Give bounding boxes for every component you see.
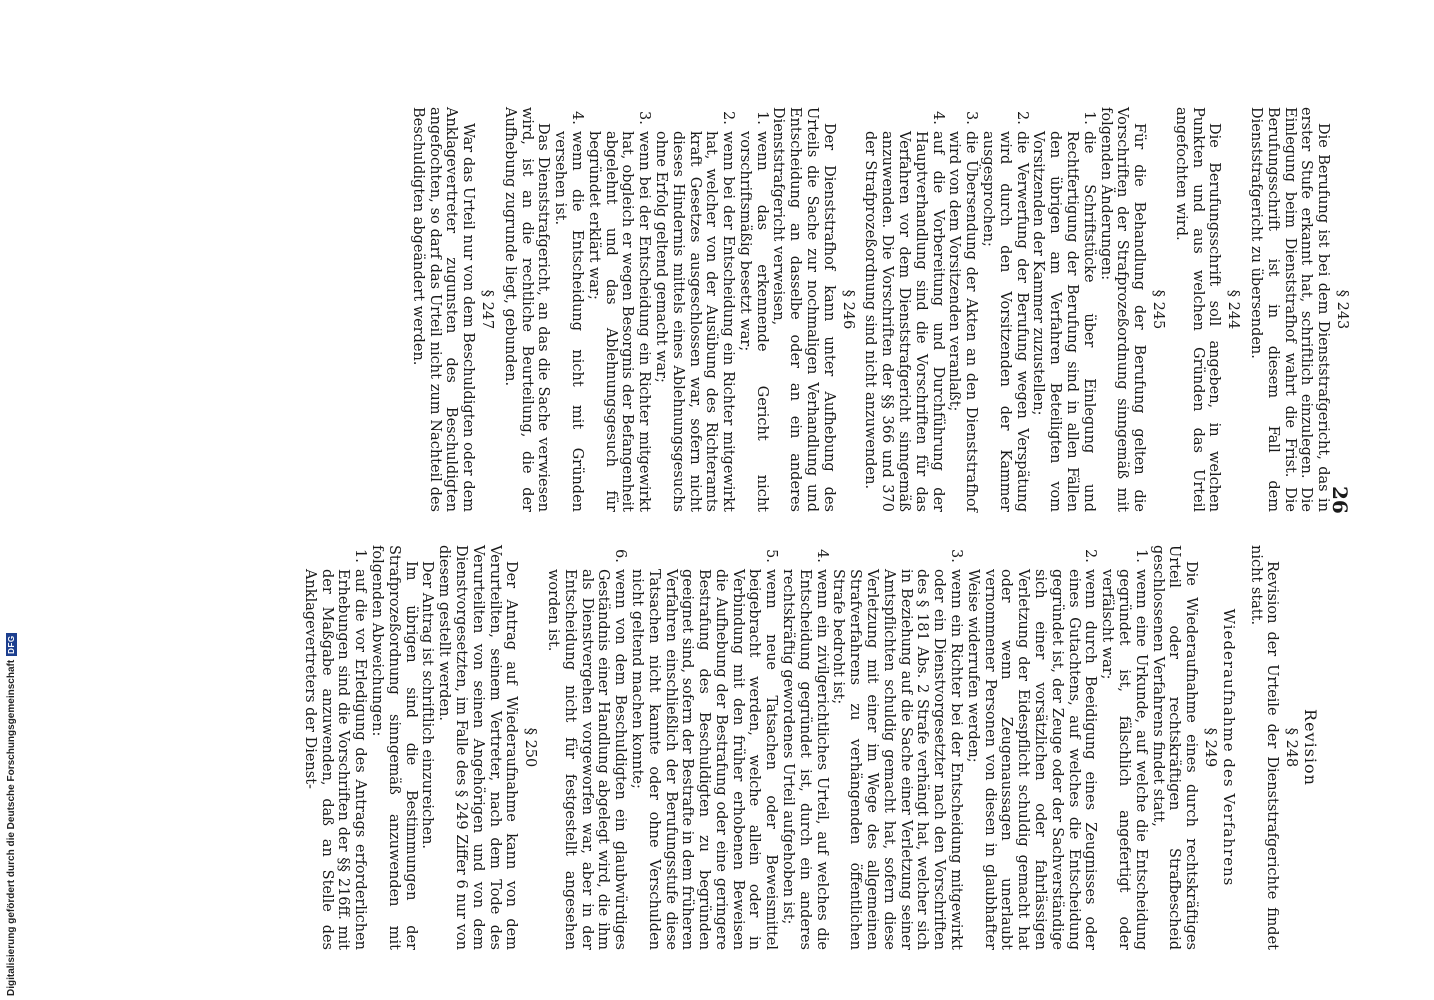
list-item [628, 545, 779, 950]
digitization-credit [4, 606, 18, 996]
list-item [862, 107, 946, 512]
list-item [830, 545, 964, 950]
section-heading-wiederaufnahme: Wiederaufnahme des Verfahrens [1219, 608, 1238, 887]
chapter-heading-revision: Revision [1301, 709, 1320, 786]
paragraph-number-245: § 245 [1150, 289, 1167, 330]
list-item-number: 3. [963, 111, 980, 125]
list-item [652, 107, 736, 512]
list-item-text: wenn das erkennende Gericht nicht vorschriftsmäßig besetzt war; [736, 131, 770, 512]
list-item-number: 6. [612, 549, 629, 563]
paragraph-number-243: § 243 [1334, 289, 1350, 330]
paragraph-245-intro: Für die Behandlung der Berufung gelten die Vorschriften der Strafprozeßordnung sinngemäß mit folgenden Änderungen: [1097, 107, 1148, 512]
right-column [301, 545, 1318, 950]
paragraph-248-text: Revision der Urteile der Dienststrafgerichte findet nicht statt. [1247, 545, 1281, 950]
list-item-number: 3. [636, 111, 653, 125]
paragraph-250-p2: Der Antrag ist schriftlich einzureichen. [419, 561, 436, 850]
list-item [585, 107, 652, 512]
list-item [964, 545, 1098, 950]
paragraph-246-intro: Der Dienststrafhof kann unter Aufhebung des Urteils die Sache zur nochmaligen Verhandlung und Entscheidung an dasselbe oder an ein anderes Dienststrafgericht verweisen, [770, 107, 837, 512]
paragraph-number-250: § 250 [522, 727, 539, 768]
paragraph-246-closing: Das Dienststrafgericht, an das die Sache verwiesen wird, ist an die rechtliche Beurteilung, die der Aufhebung zugrunde liegt, gebunden. [501, 107, 552, 512]
paragraph-243-text: Die Berufung ist bei dem Dienststrafgericht, das in erster Stufe erkannt hat, schriftlich einzulegen. Die Einlegung beim Dienststrafhof wahrt die Frist. Die Berufungsschrift ist in diesem Fall dem Dienststrafgericht zu übersenden. [1248, 107, 1332, 512]
paragraph-250-p3: Im übrigen sind die Bestimmungen der Strafprozeßordnung sinngemäß anzuwenden mit folgenden Abweichungen: [368, 545, 419, 950]
list-item-text: die Verwerfung der Berufung wegen Verspätung wird durch den Vorsitzenden der Kammer ausgesprochen; [980, 131, 1030, 512]
paragraph-249-list [544, 545, 1149, 950]
list-item-text: wenn neue Tatsachen oder Beweismittel beigebracht werden, welche allein oder in Verbindung mit den früher erhobenen Beweisen die Aufhebung der Bestrafung oder eine geringere Bestrafung des Beschuldigten zu begründen geeignet sind, sofern der Bestrafte in dem früheren Verfahren einschließlich der Berufungsstufe diese Tatsachen nicht kannte oder ohne Verschulden nicht geltend machen konnte; [628, 569, 780, 950]
page-number: 26 [1328, 486, 1352, 514]
list-item-number: 3. [948, 549, 965, 563]
list-item-number: 2. [1013, 111, 1030, 125]
paragraph-number-246: § 246 [839, 289, 856, 330]
list-item [736, 107, 770, 512]
paragraph-244-text: Die Berufungsschrift soll angeben, in welchen Punkten und aus welchen Gründen das Urteil angefochten wird. [1172, 107, 1223, 512]
list-item-text: die Schriftstücke über Einlegung und Rechtfertigung der Berufung sind in allen Fällen den übrigen am Verfahren Beteiligten vom Vorsitzenden der Kammer zuzustellen; [1030, 131, 1097, 512]
list-item-text: auf die vor Erledigung des Antrags erforderlichen Erhebungen sind die Vorschriften der §§ 216ff. mit der Maßgabe anzuwenden, daß an Stelle des Anklagevertreters der Dienst- [301, 569, 369, 950]
paragraph-number-249: § 249 [1202, 727, 1219, 768]
list-item-number: 1. [753, 111, 770, 125]
list-item-text: wenn bei der Entscheidung ein Richter mitgewirkt hat, welcher von der Ausübung des Richteramts kraft Gesetzes ausgeschlossen war, sofern nicht dieses Hindernis mittels eines Ablehnungsgesuchs ohne Erfolg geltend gemacht war; [652, 131, 737, 512]
list-item-text: wenn durch Beeidigung eines Zeugnisses oder eines Gutachtens, auf welches die Entscheidung gegründet ist, der Zeuge oder der Sachverständige sich einer vorsätzlichen oder fahrlässigen Verletzung der Eidespflicht schuldig gemacht hat oder wenn Zeugenaussagen unerlaubt vernommener Personen von diesen in glaubhafter Weise widerrufen werden; [964, 569, 1099, 950]
paragraph-246-list [551, 107, 769, 512]
list-item [779, 545, 829, 950]
paragraph-number-247: § 247 [478, 289, 495, 330]
list-item-number: 4. [813, 549, 830, 563]
list-item-number: 2. [720, 111, 737, 125]
list-item [544, 545, 628, 950]
list-item-text: auf die Vorbereitung und Durchführung der Hauptverhandlung sind die Vorschriften für das Verfahren vor dem Dienststrafgericht sinngemäß anzuwenden. Die Vorschriften der §§ 366 und 370 der Strafprozeßordnung sind nicht anzuwenden. [862, 131, 946, 512]
list-item-text: wenn von dem Beschuldigten ein glaubwürdiges Geständnis einer Handlung abgelegt wird, die ihm als Dienstvergehen vorgeworfen war, aber in der Entscheidung nicht für festgestellt angesehen worden ist. [544, 569, 629, 950]
paragraph-249-intro: Die Wiederaufnahme eines durch rechtskräftiges Urteil oder rechtskräftigen Strafbescheid geschlossenen Verfahrens findet statt, [1149, 545, 1200, 950]
list-item-text: wenn bei der Entscheidung ein Richter mitgewirkt hat, obgleich er wegen Besorgnis der Befangenheit abgelehnt und das Ablehnungsgesuch für begründet erklärt war; [585, 131, 653, 512]
left-column [409, 107, 1350, 512]
list-item [1030, 107, 1097, 512]
list-item-number: 4. [929, 111, 946, 125]
list-item-text: wenn die Entscheidung nicht mit Gründen versehen ist. [552, 131, 585, 512]
list-item [551, 107, 585, 512]
list-item-number: 2. [1082, 549, 1099, 563]
list-item [1098, 545, 1148, 950]
list-item-number: 1. [1132, 549, 1149, 563]
list-item-text: die Übersendung der Akten an den Dienststrafhof wird von dem Vorsitzenden veranlaßt; [946, 131, 980, 512]
paragraph-number-248: § 248 [1283, 727, 1300, 768]
paragraph-250-list [301, 545, 368, 950]
dfg-logo: DFG [6, 635, 16, 654]
paragraph-250-p1: Der Antrag auf Wiederaufnahme kann von dem Verurteilten, seinem Vertreter, nach dem Tode des Verurteilten von seinen Angehörigen und von dem Dienstvorgesetzten, im Falle des § 249 Ziffer 6 nur von diesem gestellt werden. [436, 545, 520, 950]
list-item-text: wenn ein Richter bei der Entscheidung mitgewirkt oder ein Dienstvorgesetzter nach den Vorschriften des § 181 Abs. 2 Strafe verhängt hat, welcher sich in Beziehung auf die Sache einer Verletzung seiner Amtspflichten schuldig gemacht hat, sofern diese Verletzung mit einer im Wege des allgemeinen Strafverfahrens zu verhängenden öffentlichen Strafe bedroht ist; [830, 569, 965, 950]
list-item [979, 107, 1029, 512]
list-item-text: wenn eine Urkunde, auf welche die Entscheidung gegründet ist, fälschlich angefertigt oder verfälscht war; [1099, 569, 1149, 950]
paragraph-number-244: § 244 [1225, 289, 1242, 330]
list-item-number: 1. [1080, 111, 1097, 125]
list-item-number: 4. [568, 111, 585, 125]
list-item [946, 107, 980, 512]
list-item-text: wenn ein zivilgerichtliches Urteil, auf welches die Entscheidung gegründet ist, durch ein anderes rechtskräftig gewordenes Urteil aufgehoben ist; [780, 569, 830, 950]
paragraph-245-list [862, 107, 1097, 512]
paragraph-247-text: War das Urteil nur von dem Beschuldigten oder dem Anklagevertreter zugunsten des Beschuldigten angefochten, so darf das Urteil nicht zum Nachteil des Beschuldigten abgeändert werden. [409, 107, 477, 512]
digitization-credit-text: Digitalisierung gefördert durch die Deutsche Forschungsgemeinschaft [5, 659, 17, 996]
list-item-number: 1. [352, 549, 369, 563]
list-item-number: 5. [763, 549, 780, 563]
list-item [301, 545, 368, 950]
